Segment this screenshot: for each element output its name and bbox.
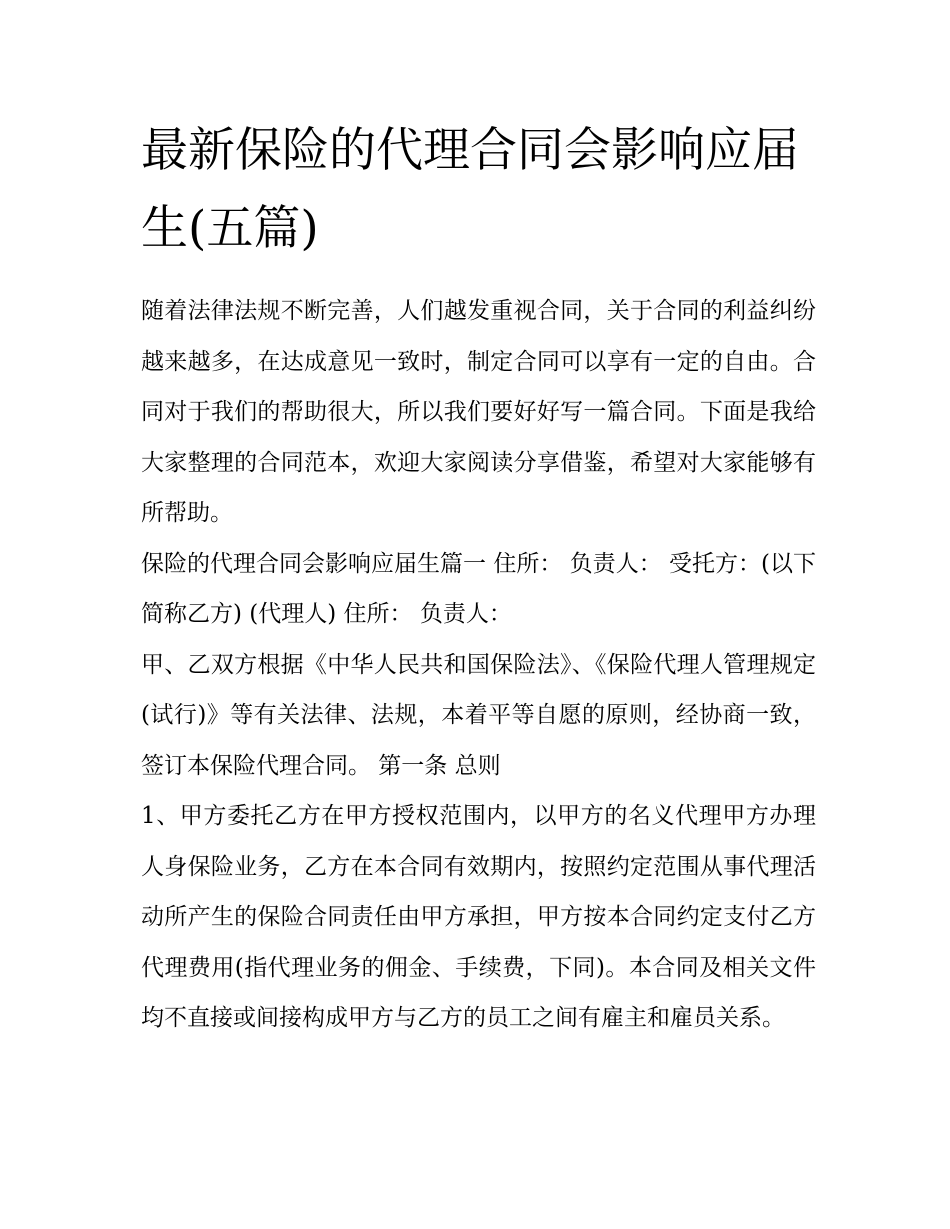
paragraph-clause-1: 1、甲方委托乙方在甲方授权范围内，以甲方的名义代理甲方办理人身保险业务，乙方在本合同有效期内，按照约定范围从事代理活动所产生的保险合同责任由甲方承担，甲方按本合同约定支付乙方代理费用(指代理业务的佣金、手续费，下同)。本合同及相关文件均不直接或间接构成甲方与乙方的员工之间有雇主和雇员关系。 [141, 803, 816, 1031]
paragraph-parties: 保险的代理合同会影响应届生篇一 住所： 负责人： 受托方：(以下简称乙方) (代理人) 住所： 负责人： [141, 550, 816, 627]
document-body [141, 112, 816, 1044]
paragraph-basis: 甲、乙双方根据《中华人民共和国保险法》、《保险代理人管理规定(试行)》等有关法律、法规，本着平等自愿的原则，经协商一致，签订本保险代理合同。 第一条 总则 [141, 651, 816, 779]
paragraph-intro: 随着法律法规不断完善，人们越发重视合同，关于合同的利益纠纷越来越多，在达成意见一致时，制定合同可以享有一定的自由。合同对于我们的帮助很大，所以我们要好好写一篇合同。下面是我给大家整理的合同范本，欢迎大家阅读分享借鉴，希望对大家能够有所帮助。 [141, 298, 816, 526]
document-title: 最新保险的代理合同会影响应届生(五篇) [141, 123, 799, 256]
